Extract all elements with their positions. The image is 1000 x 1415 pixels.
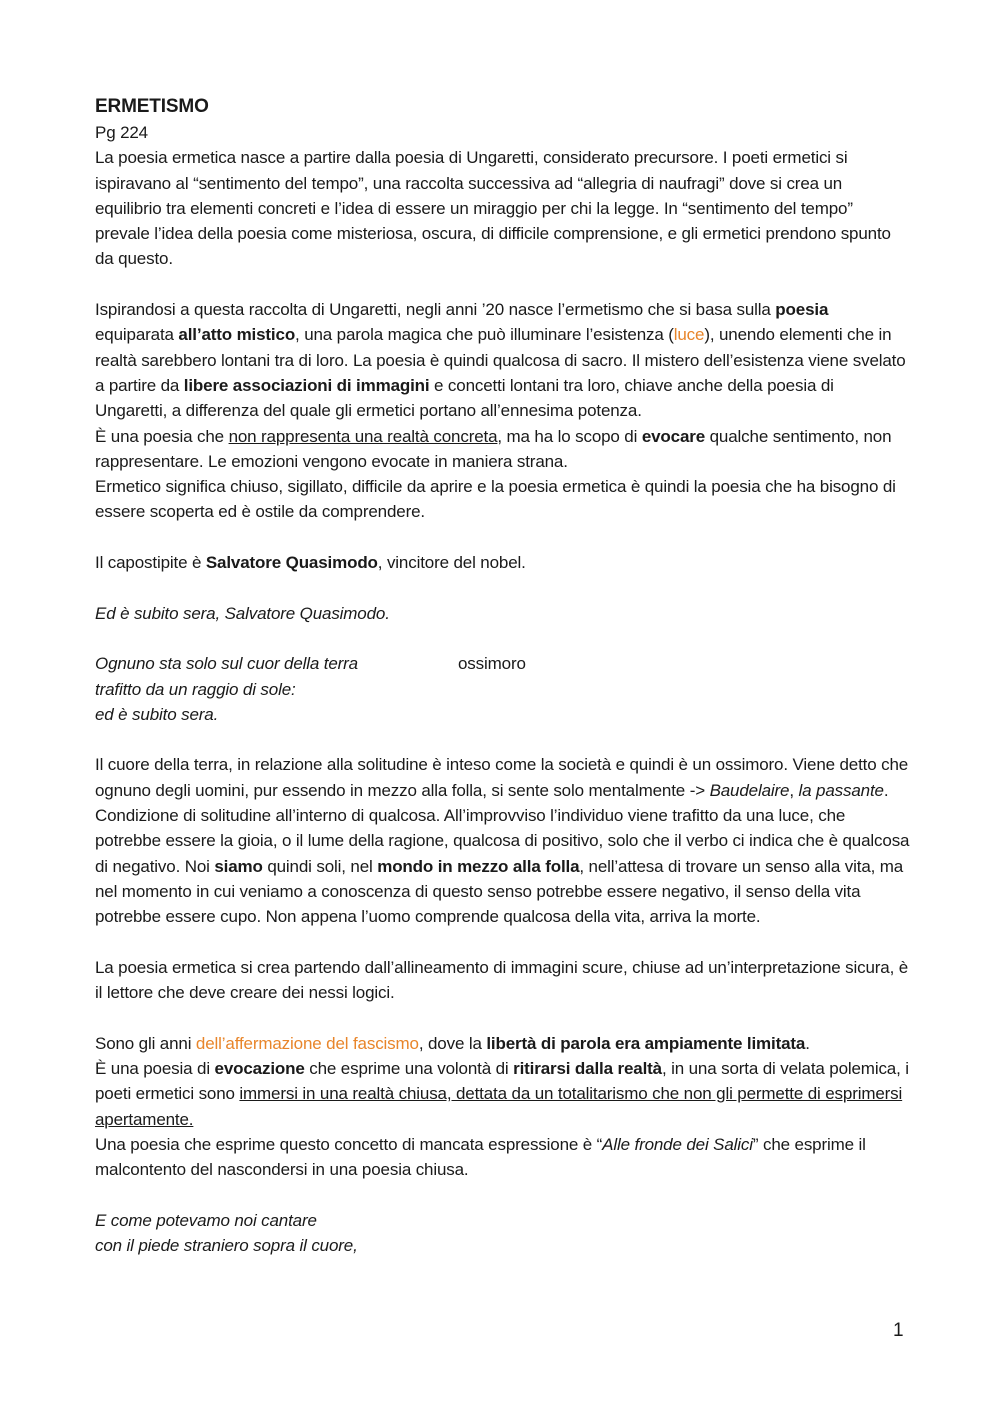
paragraph-intro: La poesia ermetica nasce a partire dalla poesia di Ungaretti, considerato precursore. I poeti ermetici si ispiravano al “sentimento del tempo”, una raccolta successiva ad “allegria di naufragi” dove si crea un equilibrio tra elementi concreti e l’idea di essere un miraggio per chi la legge. In “sentimento del tempo” prevale l’idea della poesia come misteriosa, oscura, di difficile comprensione, e gli ermetici prendono spunto da questo. bbox=[95, 148, 891, 269]
spacer bbox=[95, 1005, 910, 1030]
poem-note: ossimoro bbox=[458, 654, 526, 674]
paragraph-ermetico: Ermetico significa chiuso, sigillato, difficile da aprire e la poesia ermetica è quindi la poesia che ha bisogno di essere scoperta ed è ostile da comprendere. bbox=[95, 477, 896, 522]
poem-line: ed è subito sera. bbox=[95, 704, 219, 724]
paragraph-analysis: Il cuore della terra, in relazione alla solitudine è inteso come la società e quindi è un ossimoro. Viene detto che ognuno degli uomini, pur essendo in mezzo alla folla, si sente solo mentalmente -> Baudelaire, la passante. Condizione di solitudine all’interno di qualcosa. All’improvviso l’individuo viene trafitto da una luce, che potrebbe essere la gioia, o il lume della ragione, qualcosa di positivo, solo che il verbo ci indica che è qualcosa di negativo. Noi siamo quindi soli, nel mondo in mezzo alla folla, nell’attesa di trovare un senso alla vita, ma nel momento in cui veniamo a conoscenza di questo senso potrebbe essere negativo, il senso della vita potrebbe essere cupo. Non appena l’uomo comprende qualcosa della vita, arriva la morte. bbox=[95, 755, 910, 927]
spacer bbox=[95, 727, 910, 752]
paragraph-evocare: È una poesia che non rappresenta una realtà concreta, ma ha lo scopo di evocare qualche sentimento, non rappresentare. Le emozioni vengono evocate in maniera strana. bbox=[95, 426, 892, 471]
poem-title: Ed è subito sera, Salvatore Quasimodo. bbox=[95, 603, 390, 623]
spacer bbox=[95, 525, 910, 550]
paragraph-fascismo: Sono gli anni dell’affermazione del fascismo, dove la libertà di parola era ampiamente limitata. bbox=[95, 1033, 810, 1053]
highlight-fascismo: dell’affermazione del fascismo bbox=[195, 1033, 419, 1053]
paragraph-capostipite: Il capostipite è Salvatore Quasimodo, vincitore del nobel. bbox=[95, 553, 526, 573]
poem-line: con il piede straniero sopra il cuore, bbox=[95, 1236, 358, 1256]
poem-line: trafitto da un raggio di sole: bbox=[95, 679, 296, 699]
document-page bbox=[95, 94, 910, 1258]
spacer bbox=[95, 626, 910, 651]
paragraph-evocazione: È una poesia di evocazione che esprime una volontà di ritirarsi dalla realtà, in una sorta di velata polemica, i poeti ermetici sono immersi in una realtà chiusa, dettata da un totalitarismo che non gli permette di esprimersi apertamente. bbox=[95, 1058, 909, 1129]
paragraph-ermetismo: Ispirandosi a questa raccolta di Ungaretti, negli anni ’20 nasce l’ermetismo che si basa sulla poesia equiparata all’atto mistico, una parola magica che può illuminare l’esistenza (luce), unendo elementi che in realtà sarebbero lontani tra di loro. La poesia è quindi qualcosa di sacro. Il mistero dell’esistenza viene svelato a partire da libere associazioni di immagini e concetti lontani tra loro, chiave anche della poesia di Ungaretti, a differenza del quale gli ermetici portano all’ennesima potenza. bbox=[95, 300, 906, 421]
spacer bbox=[95, 575, 910, 600]
page-number: 1 bbox=[893, 1320, 904, 1341]
spacer bbox=[95, 272, 910, 297]
spacer bbox=[95, 930, 910, 955]
paragraph-immagini: La poesia ermetica si crea partendo dall’allineamento di immagini scure, chiuse ad un’interpretazione sicura, è il lettore che deve creare dei nessi logici. bbox=[95, 957, 909, 1003]
underlined-text: immersi in una realtà chiusa, dettata da un totalitarismo che non gli permette di esprimersi apertamente. bbox=[95, 1084, 903, 1129]
spacer bbox=[95, 1182, 910, 1207]
underlined-text: non rappresenta una realtà concreta bbox=[228, 426, 498, 446]
page-reference: Pg 224 bbox=[95, 123, 148, 142]
poem-line: E come potevamo noi cantare bbox=[95, 1210, 317, 1230]
poem-line: Ognuno sta solo sul cuor della terra ossimoro bbox=[95, 651, 910, 676]
page-title: ERMETISMO bbox=[95, 96, 209, 117]
paragraph-salici: Una poesia che esprime questo concetto di mancata espressione è “Alle fronde dei Salici” che esprime il malcontento del nascondersi in una poesia chiusa. bbox=[95, 1134, 866, 1180]
highlight-luce: luce bbox=[673, 325, 705, 345]
